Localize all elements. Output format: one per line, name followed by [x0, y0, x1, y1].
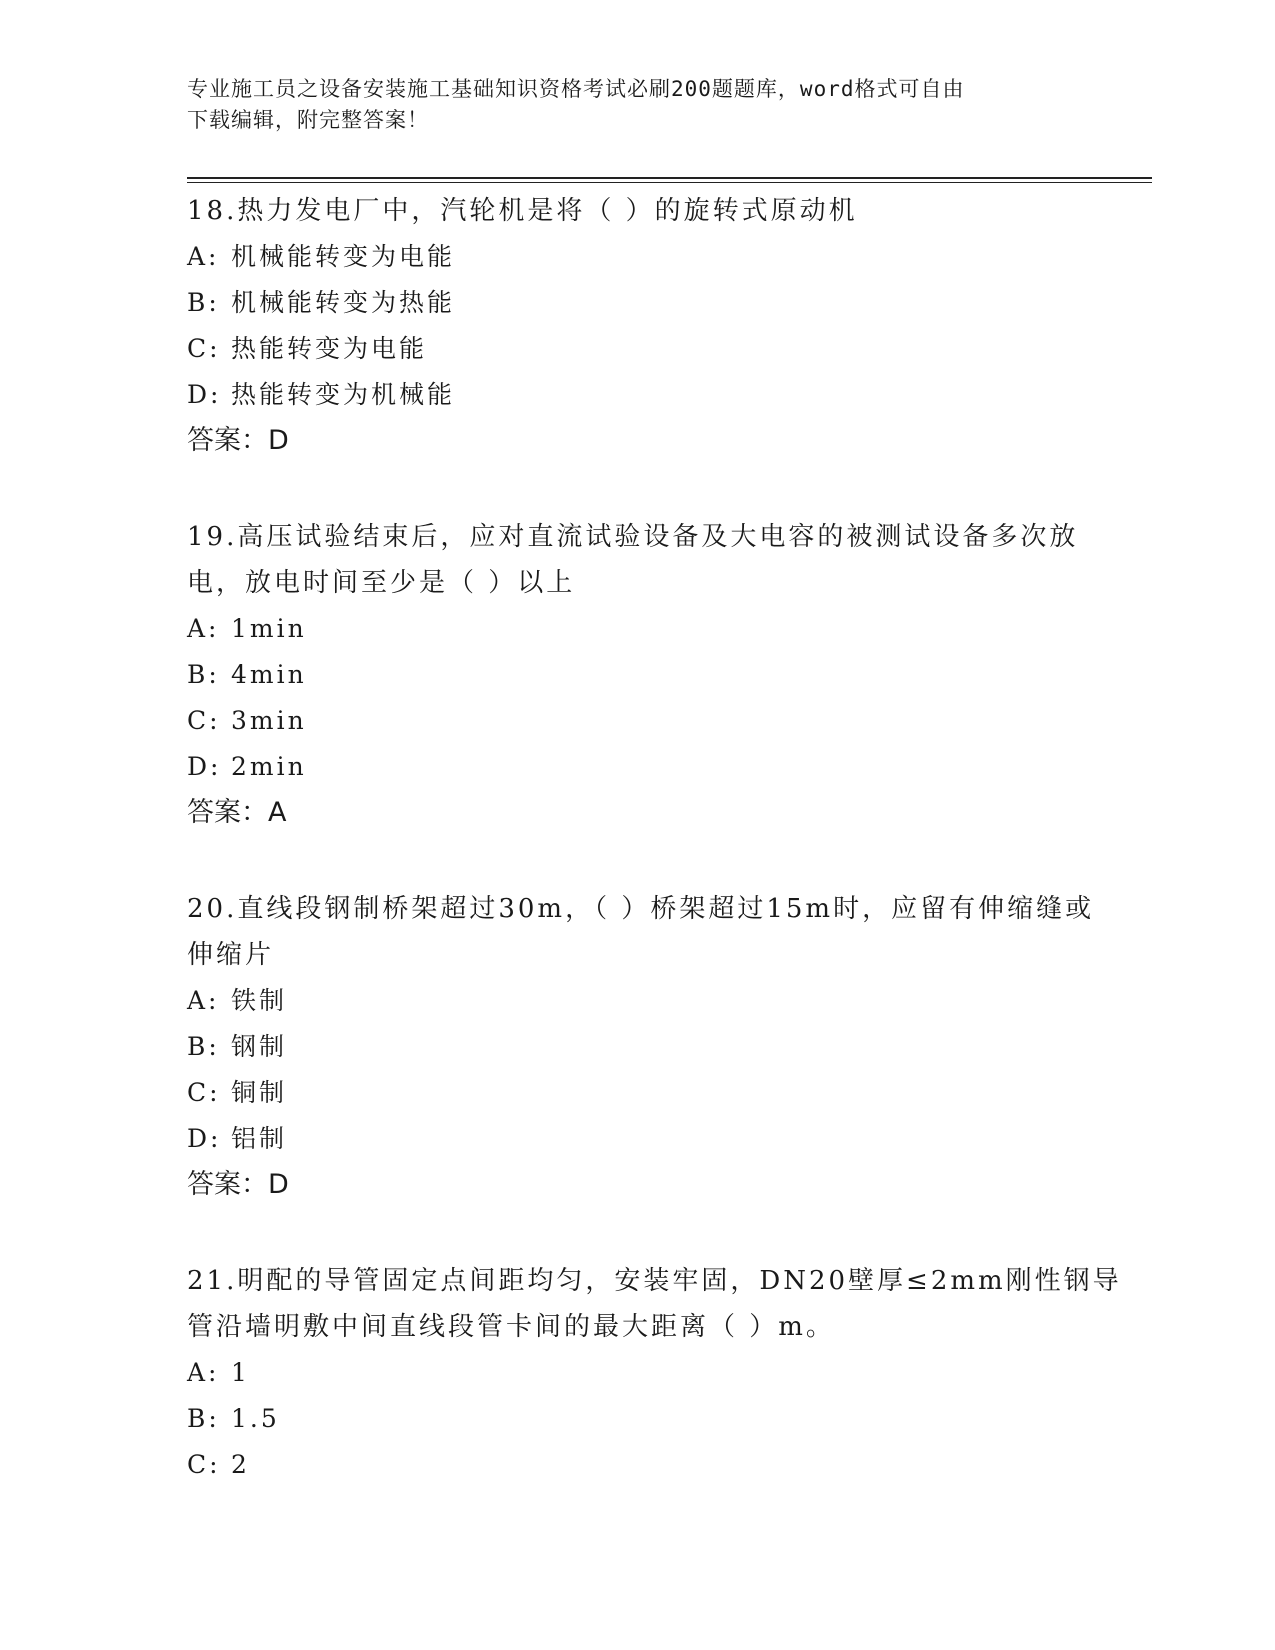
- question-text-line: 19.高压试验结束后，应对直流试验设备及大电容的被测试设备多次放: [187, 522, 1079, 552]
- option-d: [187, 372, 1087, 418]
- option-label: B:: [187, 288, 220, 317]
- document-header: [187, 74, 1087, 136]
- option-text: 2: [231, 1450, 250, 1479]
- option-a: [187, 234, 1087, 280]
- option-text: 热能转变为机械能: [231, 380, 456, 409]
- option-label: A:: [187, 614, 220, 643]
- question-21: [187, 1258, 1122, 1488]
- option-text: 1: [231, 1358, 250, 1387]
- option-text: 4min: [231, 660, 307, 689]
- question-18: [187, 188, 1087, 464]
- option-c: [187, 1070, 1087, 1116]
- option-text: 铝制: [231, 1124, 288, 1153]
- header-line-1: 专业施工员之设备安装施工基础知识资格考试必刷200题题库，word格式可自由: [187, 77, 965, 101]
- answer-line: 答案：A: [187, 797, 287, 828]
- option-label: A:: [187, 242, 220, 271]
- option-b: [187, 280, 1087, 326]
- question-text: [187, 1258, 1122, 1350]
- question-text: [187, 188, 1087, 234]
- option-label: C:: [187, 706, 221, 735]
- option-text: 1.5: [231, 1404, 280, 1433]
- header-line-2: 下载编辑，附完整答案！: [187, 108, 429, 132]
- question-20: [187, 886, 1095, 1208]
- header-divider-thin: [187, 182, 1152, 183]
- option-label: A:: [187, 1358, 220, 1387]
- answer-line: 答案：D: [187, 1169, 289, 1200]
- question-list: [187, 188, 1122, 1538]
- option-text: 铜制: [231, 1078, 288, 1107]
- question-text: [187, 886, 1095, 978]
- option-c: [187, 326, 1087, 372]
- question-text-line: 18.热力发电厂中，汽轮机是将（ ）的旋转式原动机: [187, 196, 858, 226]
- option-label: B:: [187, 1404, 220, 1433]
- header-divider-thick: [187, 177, 1152, 179]
- question-text-line: 管沿墙明敷中间直线段管卡间的最大距离（ ）m。: [187, 1312, 835, 1342]
- question-text-line: 电，放电时间至少是（ ）以上: [187, 568, 576, 598]
- option-text: 钢制: [231, 1032, 288, 1061]
- option-label: A:: [187, 986, 220, 1015]
- option-text: 1min: [231, 614, 307, 643]
- option-b: [187, 652, 1087, 698]
- option-label: D:: [187, 380, 222, 409]
- option-a: [187, 1350, 1087, 1396]
- option-text: 3min: [231, 706, 307, 735]
- option-label: B:: [187, 660, 220, 689]
- answer-line: 答案：D: [187, 425, 289, 456]
- option-b: [187, 1024, 1087, 1070]
- option-a: [187, 978, 1087, 1024]
- option-a: [187, 606, 1087, 652]
- option-text: 热能转变为电能: [231, 334, 428, 363]
- option-label: C:: [187, 1078, 221, 1107]
- option-label: C:: [187, 334, 221, 363]
- question-text-line: 伸缩片: [187, 940, 275, 970]
- option-c: [187, 698, 1087, 744]
- question-19: [187, 514, 1087, 836]
- option-text: 铁制: [231, 986, 288, 1015]
- option-text: 机械能转变为热能: [231, 288, 456, 317]
- option-b: [187, 1396, 1087, 1442]
- option-d: [187, 744, 1087, 790]
- option-text: 机械能转变为电能: [231, 242, 456, 271]
- option-label: B:: [187, 1032, 220, 1061]
- option-d: [187, 1116, 1087, 1162]
- option-label: C:: [187, 1450, 221, 1479]
- option-text: 2min: [231, 752, 307, 781]
- question-text-line: 21.明配的导管固定点间距均匀，安装牢固，DN20壁厚≤2mm刚性钢导: [187, 1266, 1122, 1296]
- option-label: D:: [187, 1124, 222, 1153]
- option-label: D:: [187, 752, 222, 781]
- option-c: [187, 1442, 1087, 1488]
- question-text: [187, 514, 1087, 606]
- question-text-line: 20.直线段钢制桥架超过30m，（ ）桥架超过15m时，应留有伸缩缝或: [187, 894, 1095, 924]
